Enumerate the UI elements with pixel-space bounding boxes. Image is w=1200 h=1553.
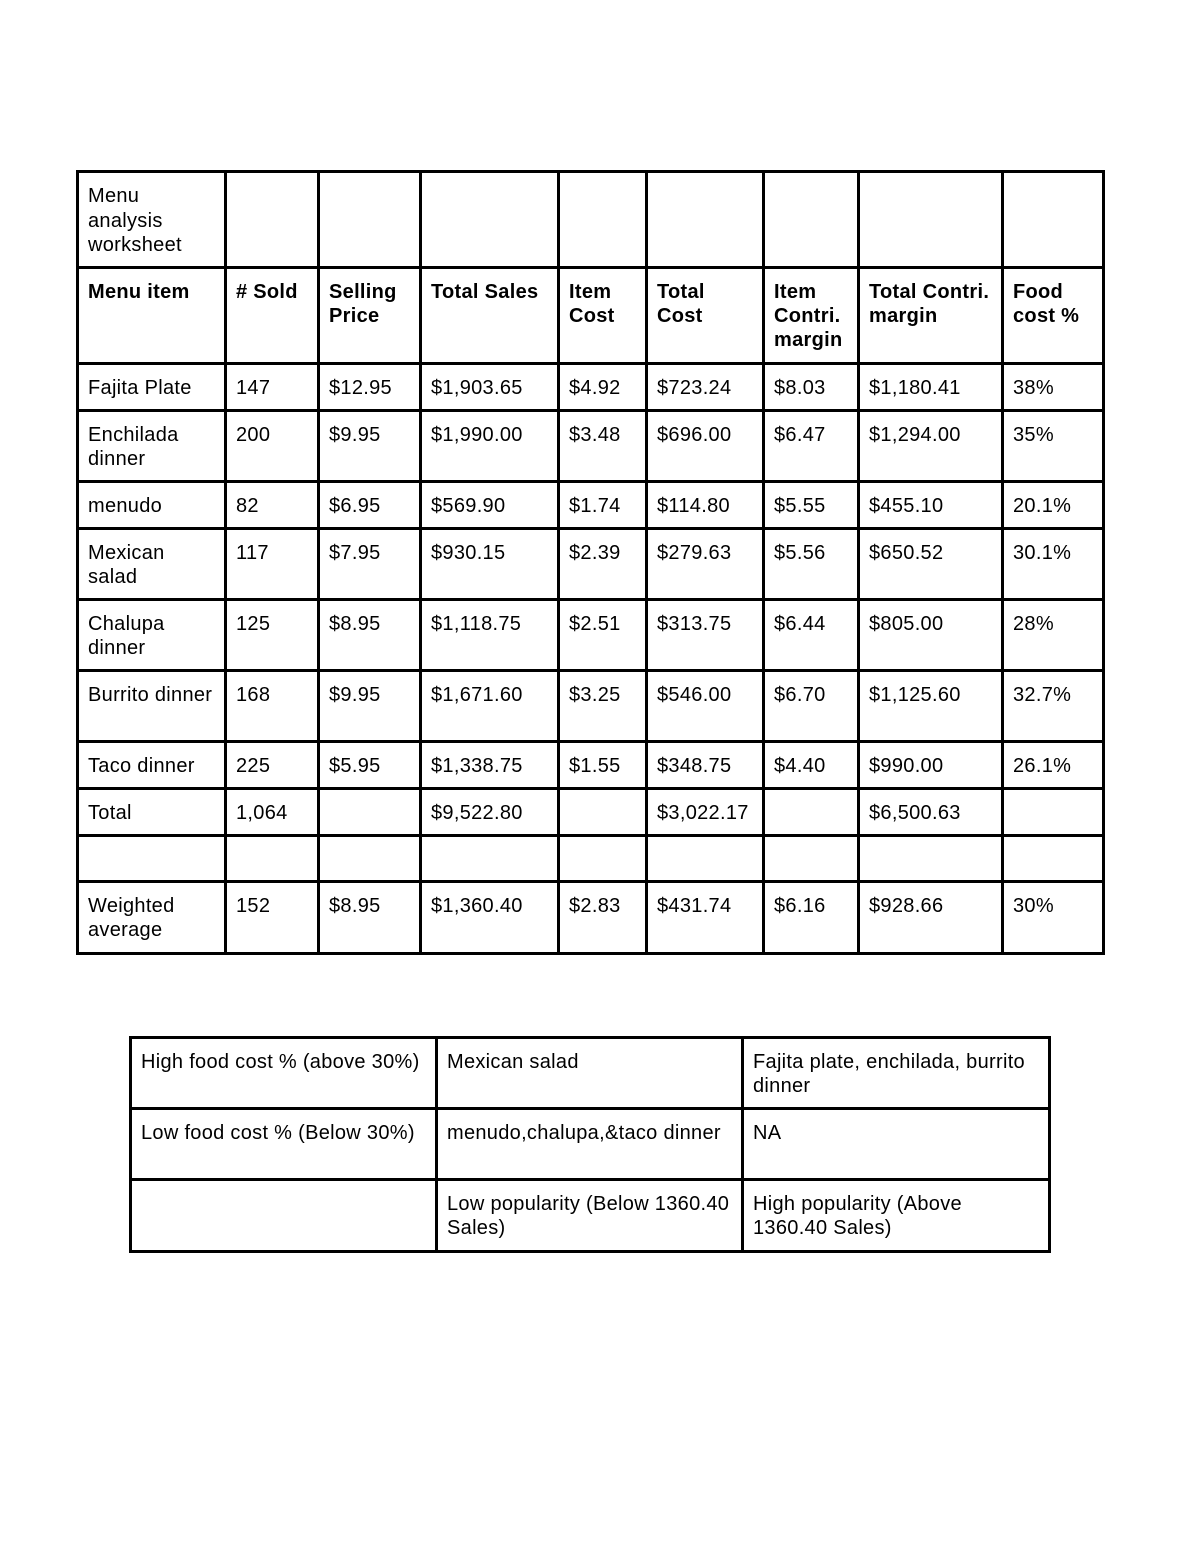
matrix-row — [131, 1038, 1050, 1109]
title-row — [78, 172, 1104, 268]
column-header: # Sold — [226, 268, 319, 364]
matrix-cell: NA — [743, 1109, 1050, 1180]
title-row-cell — [647, 172, 764, 268]
table-row — [78, 482, 1104, 529]
table-cell: 35% — [1003, 411, 1104, 482]
table-cell: 30.1% — [1003, 529, 1104, 600]
matrix-cell — [131, 1180, 437, 1252]
column-header: Selling Price — [319, 268, 421, 364]
worksheet-title: Menu analysis worksheet — [78, 172, 226, 268]
table-cell: $6.95 — [319, 482, 421, 529]
table-cell: Mexican salad — [78, 529, 226, 600]
table-cell: 117 — [226, 529, 319, 600]
table-cell: menudo — [78, 482, 226, 529]
matrix-cell: Low popularity (Below 1360.40 Sales) — [437, 1180, 743, 1252]
table-cell: $1,125.60 — [859, 671, 1003, 742]
title-row-cell — [559, 172, 647, 268]
table-cell — [1003, 836, 1104, 882]
table-cell: $455.10 — [859, 482, 1003, 529]
empty-row — [78, 836, 1104, 882]
column-header: Menu item — [78, 268, 226, 364]
table-cell: $9.95 — [319, 671, 421, 742]
table-cell: $9,522.80 — [421, 789, 559, 836]
column-header: Total Cost — [647, 268, 764, 364]
table-cell: $2.83 — [559, 882, 647, 954]
table-cell: $8.95 — [319, 600, 421, 671]
table-cell: $114.80 — [647, 482, 764, 529]
table-cell: 32.7% — [1003, 671, 1104, 742]
table-cell — [1003, 789, 1104, 836]
table-cell: 168 — [226, 671, 319, 742]
title-row-cell — [1003, 172, 1104, 268]
table-cell: $805.00 — [859, 600, 1003, 671]
title-row-cell — [421, 172, 559, 268]
table-cell: $928.66 — [859, 882, 1003, 954]
table-cell: Enchilada dinner — [78, 411, 226, 482]
table-cell — [78, 836, 226, 882]
table-cell: $1,903.65 — [421, 364, 559, 411]
matrix-body — [131, 1038, 1050, 1252]
table-cell: $1,360.40 — [421, 882, 559, 954]
header-row — [78, 268, 1104, 364]
table-cell: Total — [78, 789, 226, 836]
table-cell — [559, 836, 647, 882]
table-cell — [764, 836, 859, 882]
column-header: Food cost % — [1003, 268, 1104, 364]
table-cell: $2.39 — [559, 529, 647, 600]
table-cell — [859, 836, 1003, 882]
table-cell: Fajita Plate — [78, 364, 226, 411]
table-cell: Chalupa dinner — [78, 600, 226, 671]
table-cell: $650.52 — [859, 529, 1003, 600]
menu-analysis-table — [76, 170, 1105, 955]
table-cell — [319, 789, 421, 836]
title-row-cell — [764, 172, 859, 268]
table-cell: $5.95 — [319, 742, 421, 789]
matrix-cell: High food cost % (above 30%) — [131, 1038, 437, 1109]
table-cell: $1,338.75 — [421, 742, 559, 789]
column-header: Total Contri. margin — [859, 268, 1003, 364]
table-cell — [421, 836, 559, 882]
table-cell: $8.03 — [764, 364, 859, 411]
table-cell: $313.75 — [647, 600, 764, 671]
matrix-cell: Fajita plate, enchilada, burrito dinner — [743, 1038, 1050, 1109]
table-cell: $12.95 — [319, 364, 421, 411]
column-header: Item Cost — [559, 268, 647, 364]
table-cell: Taco dinner — [78, 742, 226, 789]
matrix-cell: Mexican salad — [437, 1038, 743, 1109]
table-cell: $8.95 — [319, 882, 421, 954]
table-cell: $4.92 — [559, 364, 647, 411]
table-cell: $4.40 — [764, 742, 859, 789]
table-cell: $1,294.00 — [859, 411, 1003, 482]
table-cell: $1,671.60 — [421, 671, 559, 742]
title-row-cell — [319, 172, 421, 268]
table-cell: 82 — [226, 482, 319, 529]
table-row — [78, 600, 1104, 671]
table-cell: $5.55 — [764, 482, 859, 529]
table-cell: 147 — [226, 364, 319, 411]
table-cell: 38% — [1003, 364, 1104, 411]
table-cell: 1,064 — [226, 789, 319, 836]
title-row-cell — [226, 172, 319, 268]
table-cell: $930.15 — [421, 529, 559, 600]
matrix-cell: High popularity (Above 1360.40 Sales) — [743, 1180, 1050, 1252]
table-cell: $1,990.00 — [421, 411, 559, 482]
table-cell: Burrito dinner — [78, 671, 226, 742]
table-cell: $6.16 — [764, 882, 859, 954]
table-row — [78, 364, 1104, 411]
title-row-cell — [859, 172, 1003, 268]
table-cell: $546.00 — [647, 671, 764, 742]
table-cell: $2.51 — [559, 600, 647, 671]
table-cell: Weighted average — [78, 882, 226, 954]
table-cell: $1,180.41 — [859, 364, 1003, 411]
table-row — [78, 529, 1104, 600]
table-cell: $7.95 — [319, 529, 421, 600]
table-cell: $279.63 — [647, 529, 764, 600]
table-row — [78, 671, 1104, 742]
table-cell: $723.24 — [647, 364, 764, 411]
menu-engineering-matrix — [129, 1036, 1051, 1253]
table-cell: 152 — [226, 882, 319, 954]
table-cell: $1.74 — [559, 482, 647, 529]
table-cell: $431.74 — [647, 882, 764, 954]
matrix-row — [131, 1180, 1050, 1252]
table-cell: $6.44 — [764, 600, 859, 671]
matrix-cell: Low food cost % (Below 30%) — [131, 1109, 437, 1180]
matrix-row — [131, 1109, 1050, 1180]
table-cell: 200 — [226, 411, 319, 482]
table-cell: $5.56 — [764, 529, 859, 600]
table-cell: $3.48 — [559, 411, 647, 482]
table-cell — [226, 836, 319, 882]
table-cell — [764, 789, 859, 836]
column-header: Total Sales — [421, 268, 559, 364]
table-cell — [559, 789, 647, 836]
table-cell: $6.47 — [764, 411, 859, 482]
table-cell: $990.00 — [859, 742, 1003, 789]
table-cell — [647, 836, 764, 882]
table-cell: 28% — [1003, 600, 1104, 671]
matrix-cell: menudo,chalupa,&taco dinner — [437, 1109, 743, 1180]
table-row — [78, 411, 1104, 482]
table-cell: 26.1% — [1003, 742, 1104, 789]
table-cell: 125 — [226, 600, 319, 671]
table-cell: $569.90 — [421, 482, 559, 529]
table-cell: $348.75 — [647, 742, 764, 789]
total-row — [78, 789, 1104, 836]
table-cell: $9.95 — [319, 411, 421, 482]
table-cell: $1,118.75 — [421, 600, 559, 671]
weighted-average-row — [78, 882, 1104, 954]
table-cell: 20.1% — [1003, 482, 1104, 529]
table-cell: 30% — [1003, 882, 1104, 954]
table-cell — [319, 836, 421, 882]
table-cell: $6.70 — [764, 671, 859, 742]
menu-analysis-body — [78, 172, 1104, 954]
table-cell: $3,022.17 — [647, 789, 764, 836]
table-cell: $696.00 — [647, 411, 764, 482]
table-cell: 225 — [226, 742, 319, 789]
column-header: Item Contri. margin — [764, 268, 859, 364]
table-cell: $3.25 — [559, 671, 647, 742]
table-row — [78, 742, 1104, 789]
table-cell: $6,500.63 — [859, 789, 1003, 836]
table-cell: $1.55 — [559, 742, 647, 789]
